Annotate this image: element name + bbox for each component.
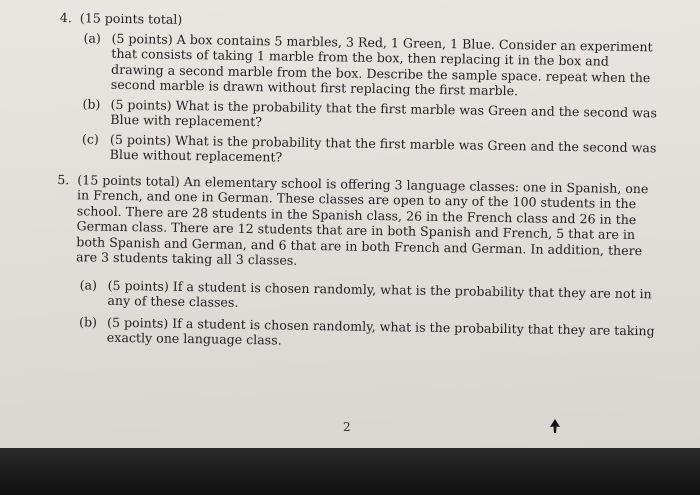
question-number: 5. bbox=[57, 171, 70, 187]
sub-question-4a bbox=[59, 29, 660, 100]
document-content bbox=[55, 10, 660, 354]
question-number: 4. bbox=[59, 10, 73, 26]
sub-question-4b bbox=[58, 95, 658, 135]
sub-question-text: (5 points) What is the probability that the first marble was Green and the second was Blue without replacement? bbox=[109, 131, 657, 165]
sub-question-label: (a) bbox=[83, 29, 102, 46]
question-text: (15 points total) An elementary school is offering 3 language classes: one in Spanish, one in French, and one in German. These classes are open to any of the 100 students in the school. There are 28 students in the Spanish class, 26 in the French class and 26 in the German class. There are 12 students that are in both Spanish and French, 5 that are in both Spanish and German, and 6 that are in both French and German. In addition, there are 3 students taking all 3 classes. bbox=[76, 171, 649, 268]
sub-question-text: (5 points) If a student is chosen randomly, what is the probability that they are not in any of these classes. bbox=[107, 277, 652, 310]
sub-question-text: (5 points) What is the probability that the first marble was Green and the second was Blue with replacement? bbox=[110, 96, 658, 130]
sub-question-label: (b) bbox=[82, 95, 101, 112]
sub-question-label: (b) bbox=[78, 313, 98, 330]
question-header: (15 points total) bbox=[79, 10, 183, 27]
page-number: 2 bbox=[343, 420, 351, 434]
mouse-pointer-icon bbox=[548, 418, 562, 434]
sub-question-5a bbox=[55, 276, 655, 316]
sub-question-label: (a) bbox=[79, 276, 98, 293]
sub-question-text: (5 points) If a student is chosen randomly, what is the probability that they are taking exactly one language class. bbox=[106, 314, 655, 348]
sub-question-4c bbox=[58, 130, 658, 170]
question-5 bbox=[55, 171, 658, 353]
question-4 bbox=[58, 10, 660, 171]
sub-question-label: (c) bbox=[81, 130, 99, 147]
dark-background-edge bbox=[0, 448, 700, 495]
sub-question-5b bbox=[55, 313, 655, 353]
sub-question-text: (5 points) A box contains 5 marbles, 3 Red, 1 Green, 1 Blue. Consider an experiment that consists of taking 1 marble from the box, then replacing it in the box and drawing a second marble from the box. Describe the sample space. repeat when the second marble is drawn without first replacing the first marble. bbox=[110, 30, 653, 99]
